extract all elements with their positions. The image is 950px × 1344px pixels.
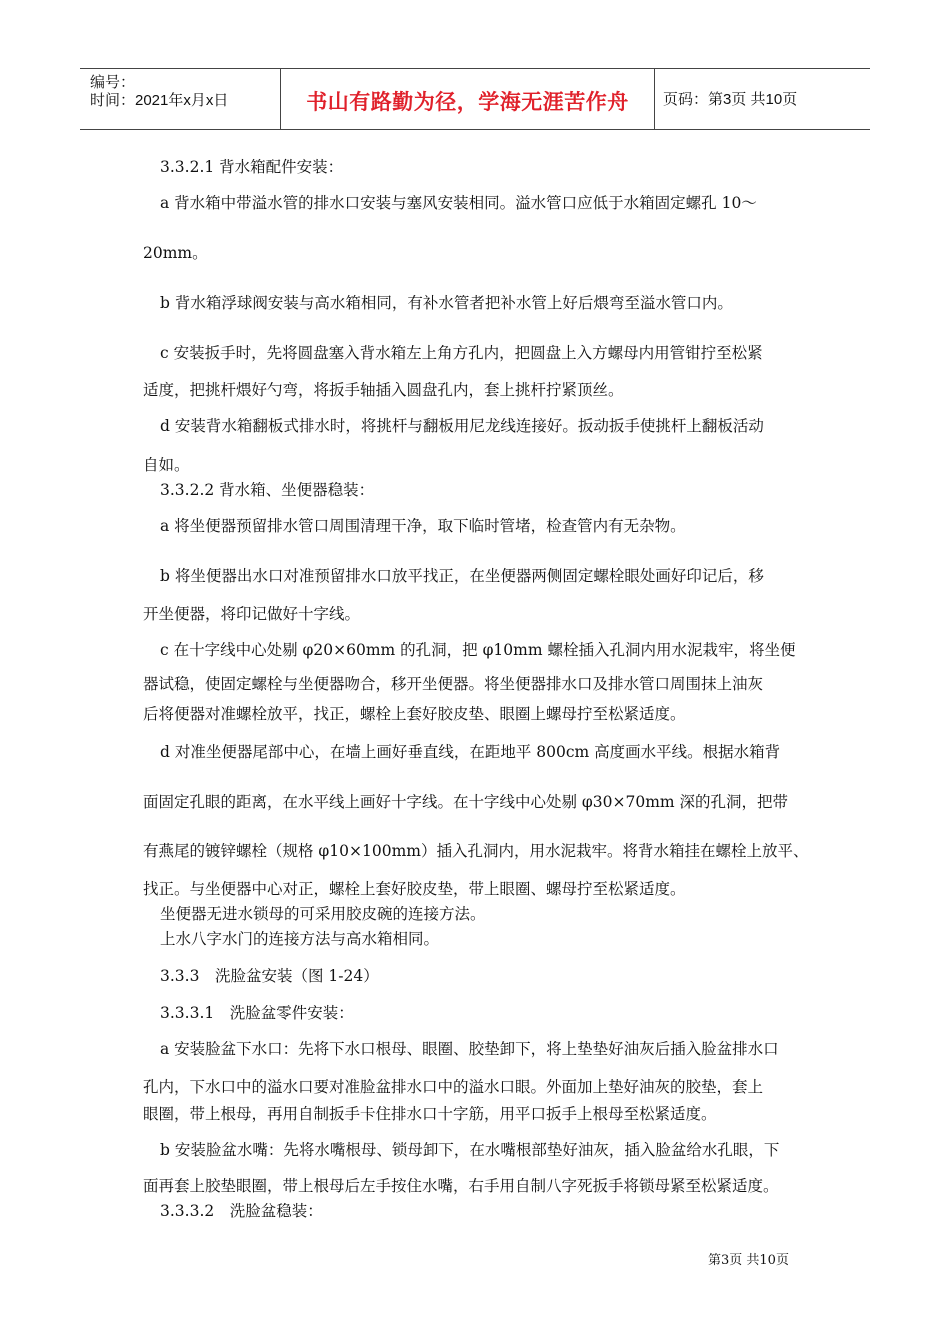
paragraph-line: 面固定孔眼的距离，在水平线上画好十字线。在十字线中心处剔 φ30×70mm 深的孔洞，把带 — [143, 793, 789, 811]
header-motto: 书山有路勤为径，学海无涯苦作舟 — [306, 90, 629, 114]
paragraph-line: c 安装扳手时，先将圆盘塞入背水箱左上角方孔内，把圆盘上入方螺母内用管钳拧至松紧 — [160, 344, 763, 362]
section-heading: 3.3.3.2 洗脸盆稳装： — [160, 1202, 323, 1220]
paragraph-line: 适度，把挑杆煨好勺弯，将扳手轴插入圆盘孔内，套上挑杆拧紧顶丝。 — [143, 381, 624, 399]
paragraph-line: 上水八字水门的连接方法与高水箱相同。 — [160, 930, 440, 948]
paragraph-line: 面再套上胶垫眼圈，带上根母后左手按住水嘴，右手用自制八字死扳手将锁母紧至松紧适度。 — [143, 1177, 779, 1195]
paragraph-line: d 对准坐便器尾部中心，在墙上画好垂直线，在距地平 800cm 高度画水平线。根据水箱背 — [160, 743, 781, 761]
paragraph-line: b 背水箱浮球阀安装与高水箱相同，有补水管者把补水管上好后煨弯至溢水管口内。 — [160, 294, 733, 312]
paragraph-line: 有燕尾的镀锌螺栓（规格 φ10×100mm）插入孔洞内，用水泥栽牢。将背水箱挂在螺栓上放平、 — [143, 842, 809, 860]
paragraph-line: 开坐便器，将印记做好十字线。 — [143, 605, 361, 623]
header-info-cell — [80, 69, 281, 129]
section-heading: 3.3.3 洗脸盆安装（图 1-24） — [160, 967, 379, 985]
paragraph-line: 20mm。 — [143, 244, 208, 262]
header-motto-cell — [281, 69, 655, 129]
page-footer: 第3页 共10页 — [708, 1253, 789, 1268]
paragraph-line: 坐便器无进水锁母的可采用胶皮碗的连接方法。 — [160, 905, 486, 923]
paragraph-line: a 安装脸盆下水口：先将下水口根母、眼圈、胶垫卸下，将上垫垫好油灰后插入脸盆排水口 — [160, 1040, 779, 1058]
paragraph-line: b 安装脸盆水嘴：先将水嘴根母、锁母卸下，在水嘴根部垫好油灰，插入脸盆给水孔眼，下 — [160, 1141, 780, 1159]
paragraph-line: 孔内，下水口中的溢水口要对准脸盆排水口中的溢水口眼。外面加上垫好油灰的胶垫，套上 — [143, 1078, 764, 1096]
paragraph-line: a 背水箱中带溢水管的排水口安装与塞风安装相同。溢水管口应低于水箱固定螺孔 10～ — [160, 194, 757, 212]
header-page-cell — [655, 69, 870, 129]
paragraph-line: b 将坐便器出水口对准预留排水口放平找正，在坐便器两侧固定螺栓眼处画好印记后，移 — [160, 567, 764, 585]
paragraph-line: 眼圈，带上根母，再用自制扳手卡住排水口十字筋，用平口扳手上根母至松紧适度。 — [143, 1105, 717, 1123]
header-page-number: 页码：第3页 共10页 — [663, 91, 798, 108]
paragraph-line: 自如。 — [143, 456, 190, 474]
section-heading: 3.3.2.1 背水箱配件安装： — [160, 158, 344, 176]
paragraph-line: 找正。与坐便器中心对正，螺栓上套好胶皮垫，带上眼圈、螺母拧至松紧适度。 — [143, 880, 686, 898]
paragraph-line: a 将坐便器预留排水管口周围清理干净，取下临时管堵，检查管内有无杂物。 — [160, 517, 686, 535]
document-code-label: 编号： — [90, 74, 136, 91]
paragraph-line: 后将便器对准螺栓放平，找正，螺栓上套好胶皮垫、眼圈上螺母拧至松紧适度。 — [143, 705, 686, 723]
document-date-label: 时间：2021年x月x日 — [90, 92, 229, 109]
paragraph-line: 器试稳，使固定螺栓与坐便器吻合，移开坐便器。将坐便器排水口及排水管口周围抹上油灰 — [143, 675, 764, 693]
page-header — [80, 68, 870, 130]
section-heading: 3.3.3.1 洗脸盆零件安装： — [160, 1004, 354, 1022]
paragraph-line: d 安装背水箱翻板式排水时，将挑杆与翻板用尼龙线连接好。扳动扳手使挑杆上翻板活动 — [160, 417, 764, 435]
section-heading: 3.3.2.2 背水箱、坐便器稳装： — [160, 481, 375, 499]
paragraph-line: c 在十字线中心处剔 φ20×60mm 的孔洞，把 φ10mm 螺栓插入孔洞内用水泥栽牢，将坐便 — [160, 641, 796, 659]
